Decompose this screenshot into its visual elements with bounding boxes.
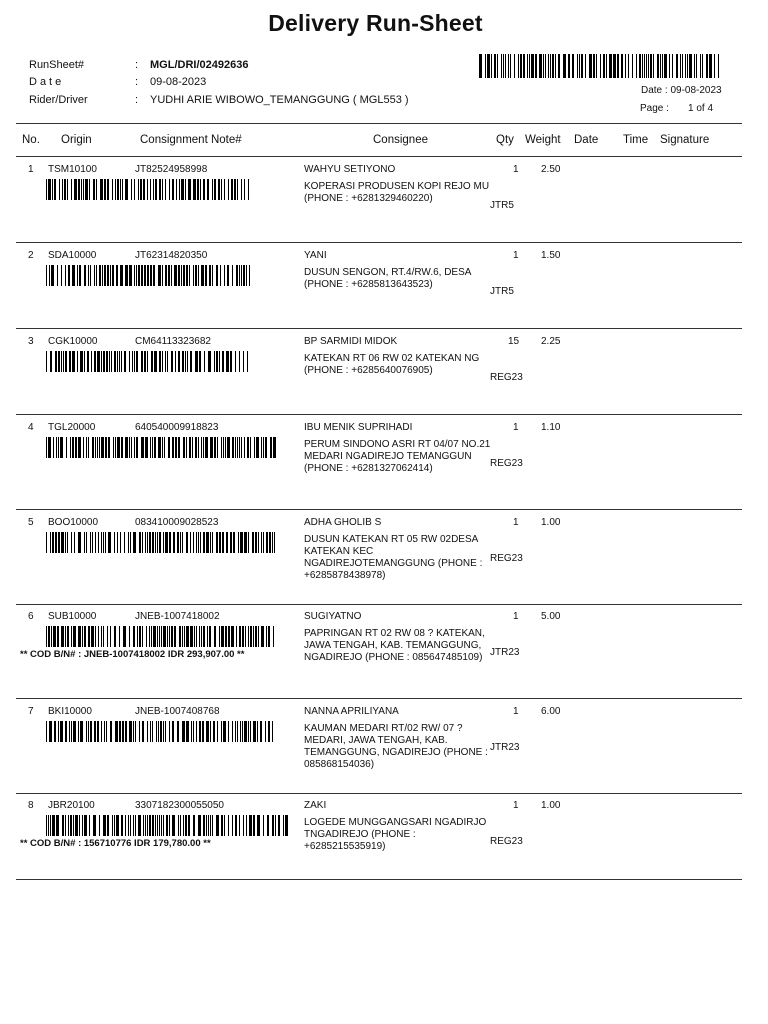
consignment-barcode [46,721,274,742]
runsheet-barcode [479,54,719,78]
consignee-name: WAHYU SETIYONO [304,164,396,175]
row-number: 7 [28,706,34,717]
quantity: 1 [513,706,519,717]
consignment-note: JNEB-1007408768 [135,706,220,717]
weight: 1.00 [541,517,561,528]
consignment-barcode [46,626,274,647]
header-top-rule [16,123,742,124]
weight: 1.50 [541,250,561,261]
runsheet-label: RunSheet# [29,59,85,71]
consignment-barcode [46,265,250,286]
origin-code: TGL20000 [48,422,96,433]
origin-code: SDA10000 [48,250,97,261]
consignment-note: JNEB-1007418002 [135,611,220,622]
consignment-note: 3307182300055050 [135,800,224,811]
col-consignment: Consignment Note# [140,134,242,146]
quantity: 15 [508,336,520,347]
origin-code: BKI10000 [48,706,92,717]
quantity: 1 [513,250,519,261]
origin-code: SUB10000 [48,611,97,622]
origin-code: BOO10000 [48,517,99,528]
service-code: JTR23 [490,647,520,658]
service-code: REG23 [490,458,523,469]
consignment-barcode [46,532,276,553]
consignee-name: ZAKI [304,800,327,811]
rider-label: Rider/Driver [29,94,88,106]
page-title: Delivery Run-Sheet [268,10,483,36]
row-divider [16,242,742,243]
col-date: Date [574,134,599,146]
page-label: Page : [640,103,669,114]
quantity: 1 [513,422,519,433]
row-number: 5 [28,517,34,528]
date-value: 09-08-2023 [150,76,207,88]
row-divider [16,414,742,415]
page-value: 1 of 4 [688,103,714,114]
consignee-name: NANNA APRILIYANA [304,706,399,717]
runsheet-number: MGL/DRI/02492636 [150,59,249,71]
consignee-address: DUSUN KATEKAN RT 05 RW 02DESA KATEKAN KEC NGADIREJOTEMANGGUNG (PHONE : +6285878438978) [304,534,483,581]
consignee-name: YANI [304,250,327,261]
col-signature: Signature [660,134,710,146]
consignee-name: BP SARMIDI MIDOK [304,336,398,347]
consignment-note: 083410009028523 [135,517,219,528]
consignment-note: CM64113323682 [135,336,211,347]
consignment-note: 640540009918823 [135,422,219,433]
weight: 2.25 [541,336,561,347]
weight: 2.50 [541,164,561,175]
quantity: 1 [513,611,519,622]
service-code: JTR5 [490,286,514,297]
date-label: Date [29,76,65,88]
table-bottom-rule [16,879,742,880]
consignment-barcode [46,179,250,200]
row-divider [16,698,742,699]
col-qty: Qty [496,134,514,146]
consignment-barcode [46,437,276,458]
rider-value: YUDHI ARIE WIBOWO_TEMANGGUNG ( MGL553 ) [150,94,409,106]
row-divider [16,509,742,510]
consignee-address: PERUM SINDONO ASRI RT 04/07 NO.21 MEDARI NGADIREJO TEMANGGUN (PHONE : +6281327062414) [304,439,491,474]
consignee-address: DUSUN SENGON, RT.4/RW.6, DESA (PHONE : +6285813643523) [304,267,471,290]
page-indicator [640,103,714,114]
consignee-address: KOPERASI PRODUSEN KOPI REJO MU (PHONE : +6281329460220) [304,181,490,204]
col-consignee: Consignee [373,134,428,146]
col-origin: Origin [61,134,92,146]
print-date: Date : 09-08-2023 [641,85,722,96]
consignee-address: LOGEDE MUNGGANGSARI NGADIRJO TNGADIREJO (PHONE : +6285215535919) [304,817,487,852]
quantity: 1 [513,800,519,811]
row-number: 4 [28,422,34,433]
row-number: 8 [28,800,34,811]
origin-code: CGK10000 [48,336,98,347]
col-time: Time [623,134,649,146]
quantity: 1 [513,517,519,528]
consignment-note: JT62314820350 [135,250,208,261]
origin-code: JBR20100 [48,800,95,811]
service-code: REG23 [490,553,523,564]
row-divider [16,328,742,329]
colon: : [135,94,139,106]
origin-code: TSM10100 [48,164,97,175]
weight: 1.00 [541,800,561,811]
colon: : [135,59,139,71]
consignment-note: JT82524958998 [135,164,208,175]
consignee-address: KATEKAN RT 06 RW 02 KATEKAN NG (PHONE : +6285640076905) [304,353,480,376]
service-code: REG23 [490,372,523,383]
row-number: 6 [28,611,34,622]
consignee-name: IBU MENIK SUPRIHADI [304,422,413,433]
cod-note: ** COD B/N# : 156710776 IDR 179,780.00 ** [20,838,211,849]
row-divider [16,793,742,794]
cod-note: ** COD B/N# : JNEB-1007418002 IDR 293,907.00 ** [20,649,245,660]
service-code: JTR5 [490,200,514,211]
quantity: 1 [513,164,519,175]
weight: 1.10 [541,422,561,433]
col-no: No. [22,134,40,146]
header-bottom-rule [16,156,742,157]
consignee-name: SUGIYATNO [304,611,362,622]
consignment-barcode [46,815,288,836]
colon: : [135,76,139,88]
col-weight: Weight [525,134,561,146]
consignee-name: ADHA GHOLIB S [304,517,382,528]
service-code: REG23 [490,836,523,847]
row-number: 1 [28,164,34,175]
consignee-address: PAPRINGAN RT 02 RW 08 ? KATEKAN, JAWA TENGAH, KAB. TEMANGGUNG, NGADIREJO (PHONE : 085647485109) [304,628,485,663]
service-code: JTR23 [490,742,520,753]
consignee-address: KAUMAN MEDARI RT/02 RW/ 07 ? MEDARI, JAWA TENGAH, KAB. TEMANGGUNG, NGADIREJO (PHONE : 085868154036) [304,723,488,770]
row-number: 3 [28,336,34,347]
consignment-barcode [46,351,250,372]
row-number: 2 [28,250,34,261]
weight: 6.00 [541,706,561,717]
weight: 5.00 [541,611,561,622]
row-divider [16,604,742,605]
